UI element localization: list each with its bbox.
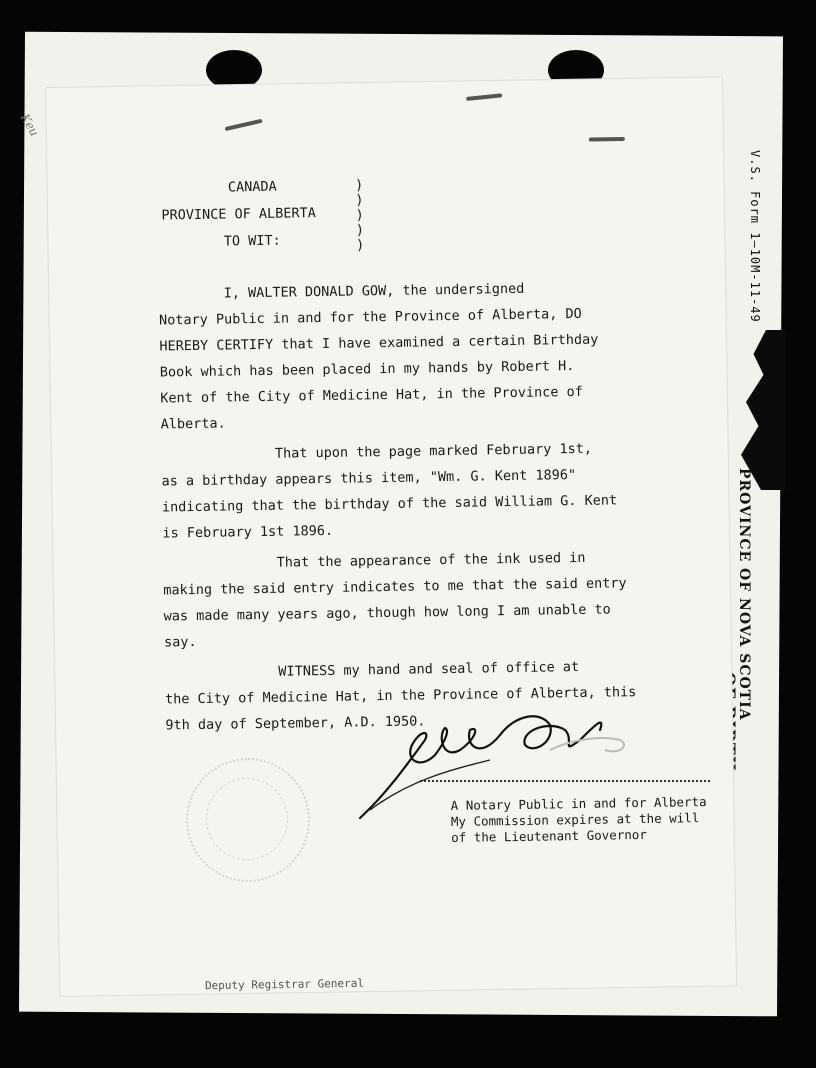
body-line: WITNESS my hand and seal of office at xyxy=(164,658,580,682)
body-line: That the appearance of the ink used in xyxy=(162,549,586,573)
province-label: PROVINCE OF NOVA SCOTIA xyxy=(736,468,752,721)
staple xyxy=(225,119,263,131)
body-line: making the said entry indicates to me that the said entry xyxy=(163,575,627,599)
body-line: is February 1st 1896. xyxy=(162,522,334,542)
body-line: as a birthday appears this item, "Wm. G. Kent 1896" xyxy=(161,467,577,490)
handwritten-signature xyxy=(350,700,640,830)
faint-footer-text: Deputy Registrar General xyxy=(204,976,365,993)
header-brace: ) ) ) ) ) xyxy=(354,177,365,254)
notary-governor: of the Lieutenant Governor xyxy=(451,826,647,846)
header-province: PROVINCE OF ALBERTA xyxy=(161,205,316,224)
body-line: 9th day of September, A.D. 1950. xyxy=(165,713,426,734)
margin-note: Keu xyxy=(17,111,42,139)
notary-title: A Notary Public in and for Alberta xyxy=(450,794,707,814)
header-to-wit: TO WIT: xyxy=(223,232,281,250)
body-line: was made many years ago, though how long I am unable to xyxy=(163,601,611,625)
body-line: say. xyxy=(163,633,197,651)
form-code: V.S. Form 1—10M-11-49 xyxy=(748,150,762,323)
staple xyxy=(466,93,502,101)
body-line: HEREBY CERTIFY that I have examined a certain Birthday xyxy=(159,331,599,355)
notary-certificate xyxy=(46,77,736,996)
body-line: I, WALTER DONALD GOW, the undersigned xyxy=(158,280,525,303)
body-line: That upon the page marked February 1st, xyxy=(161,440,593,464)
body-line: the City of Medicine Hat, in the Province of Alberta, this xyxy=(164,684,637,708)
body-line: Notary Public in and for the Province of Alberta, DO xyxy=(158,305,582,329)
notary-commission: My Commission expires at the will xyxy=(450,810,700,830)
notary-seal-embossed xyxy=(186,758,310,882)
seal-inner-ring xyxy=(206,778,288,860)
header-country: CANADA xyxy=(227,178,277,196)
body-line: Kent of the City of Medicine Hat, in the Province of xyxy=(160,383,583,407)
staple xyxy=(589,137,625,142)
body-line: Book which has been placed in my hands by Robert H. xyxy=(159,358,575,381)
body-line: Alberta. xyxy=(160,415,226,433)
body-line: indicating that the birthday of the said William G. Kent xyxy=(161,492,618,516)
